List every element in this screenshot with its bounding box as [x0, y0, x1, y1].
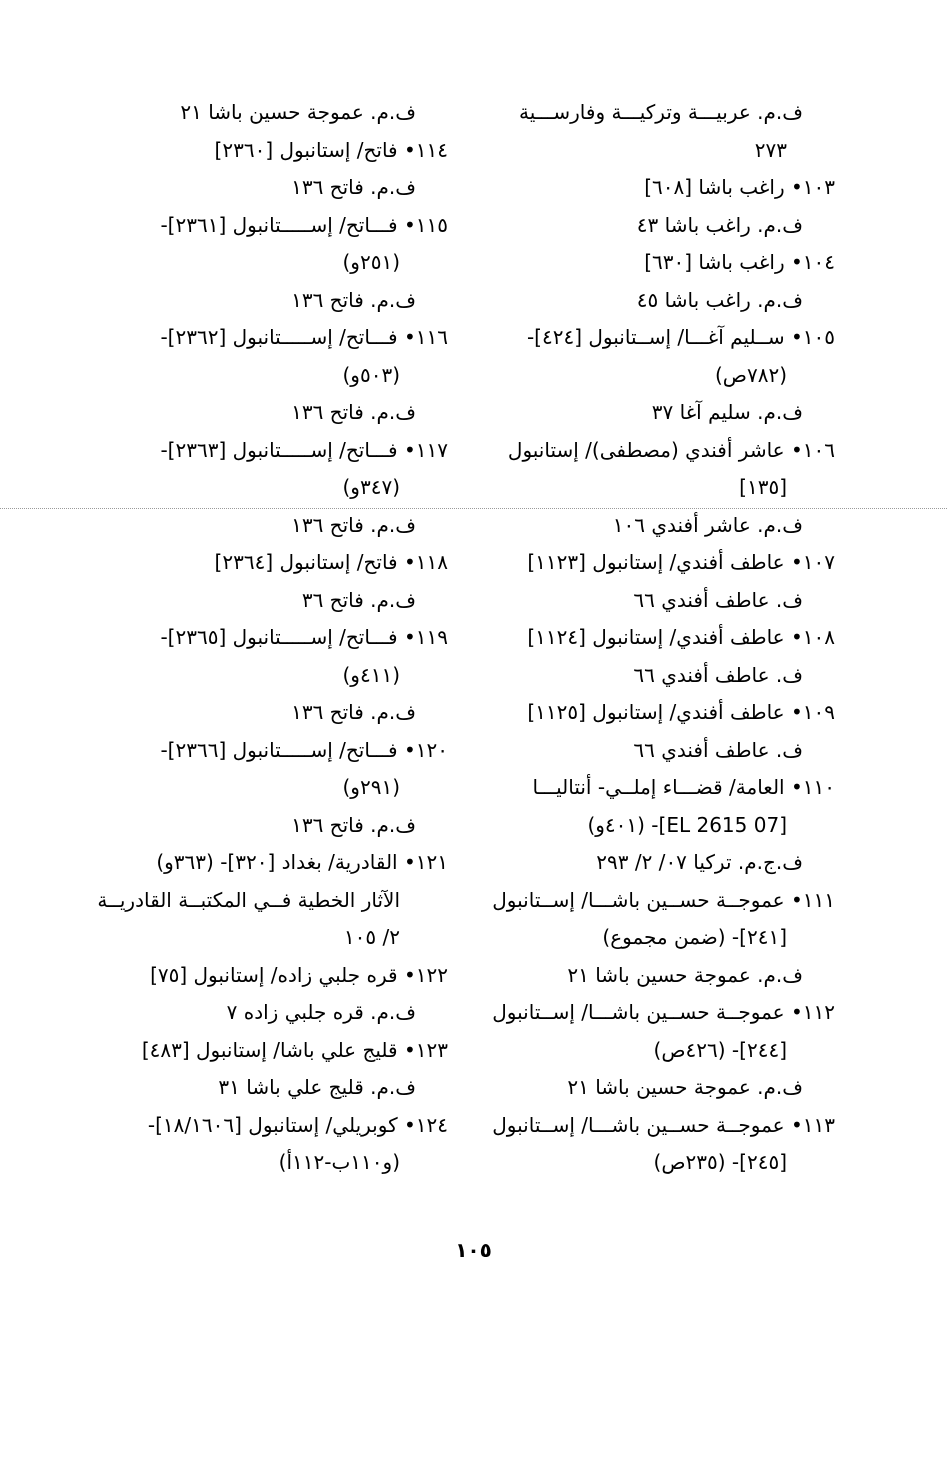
catalog-reference: ف.م. عموجة حسين باشا ٢١	[180, 100, 416, 124]
manuscript-entry: ١٢٤• كوبريلي/ إستانبول [١٨/١٦٠٦]-	[147, 1112, 448, 1137]
manuscript-entry: ١٠٧• عاطف أفندي/ إستانبول [١١٢٣]	[527, 550, 835, 574]
entry-continuation: [07 EL 2615]- (٤٠١و)	[587, 812, 787, 837]
catalog-reference: ف.م. فاتح ١٣٦	[291, 175, 416, 199]
catalog-reference: ف.ج.م. تركيا ٠٧/ ٢/ ٢٩٣	[596, 850, 803, 874]
manuscript-entry: ١٢١• القادرية/ بغداد [٣٢٠]- (٣٦٣و)	[156, 850, 448, 874]
manuscript-entry: ١٠٣• راغب باشا [٦٠٨]	[644, 175, 835, 199]
catalog-reference: ف.م. سليم آغا ٣٧	[651, 400, 803, 424]
manuscript-entry: ١٢٢• قره جلبي زاده/ إستانبول [٧٥]	[150, 962, 448, 987]
scan-fold-line	[0, 508, 947, 509]
manuscript-entry: ١١٠• العامة/ قضـــاء إملــي- أنتاليـــا	[532, 775, 835, 799]
manuscript-entry: ١١٥• فـــاتح/ إســـــتانبول [٢٣٦١]-	[160, 212, 448, 237]
page-number: ١٠٥	[455, 1238, 492, 1262]
manuscript-entry: ١٠٤• راغب باشا [٦٣٠]	[644, 250, 835, 274]
manuscript-entry: ١١١• عموجــة حســين باشـــا/ إســتانبول	[492, 887, 835, 912]
catalog-reference: ف.م. فاتح ١٣٦	[291, 512, 416, 537]
catalog-reference: ف. عاطف أفندي ٦٦	[633, 662, 803, 687]
manuscript-entry: ١٠٦• عاشر أفندي (مصطفى)/ إستانبول	[507, 437, 835, 462]
catalog-reference: ف.م. عاشر أفندي ١٠٦	[612, 512, 803, 537]
manuscript-entry: ١١٦• فـــاتح/ إســـــتانبول [٢٣٦٢]-	[160, 325, 448, 349]
manuscript-entry: ١١٣• عموجــة حســين باشـــا/ إســتانبول	[492, 1112, 835, 1137]
entry-continuation: (٢٩١و)	[342, 775, 400, 799]
left-column	[97, 94, 448, 1182]
entry-continuation: (٣٤٧و)	[342, 475, 400, 499]
catalog-reference: ف.م. راغب باشا ٤٣	[636, 212, 803, 237]
catalog-reference: ف.م. فاتح ١٣٦	[291, 400, 416, 424]
entry-continuation: [٢٤٤]- (٤٢٦ص)	[653, 1037, 787, 1062]
manuscript-entry: ١١٤• فاتح/ إستانبول [٢٣٦٠]	[214, 137, 448, 162]
right-column	[492, 94, 835, 1182]
catalog-reference: ف.م. قره جلبي زاده ٧	[226, 1000, 416, 1024]
catalog-reference: ف.م. فاتح ٣٦	[301, 587, 416, 612]
manuscript-entry: ١١٩• فـــاتح/ إســـــتانبول [٢٣٦٥]-	[160, 625, 448, 649]
manuscript-entry: ١١٨• فاتح/ إستانبول [٢٣٦٤]	[214, 550, 448, 574]
entry-continuation: (و١١٠ب-١١٢أ)	[278, 1150, 400, 1174]
catalog-reference: ف.م. قليج علي باشا ٣١	[218, 1075, 416, 1099]
catalog-reference: ف. عاطف أفندي ٦٦	[633, 737, 803, 762]
catalog-reference: ف.م. فاتح ١٣٦	[291, 812, 416, 837]
catalog-reference: ف.م. راغب باشا ٤٥	[636, 287, 803, 312]
catalog-reference: ف.م. فاتح ١٣٦	[291, 287, 416, 312]
manuscript-entry: ١٠٩• عاطف أفندي/ إستانبول [١١٢٥]	[527, 700, 835, 724]
catalog-reference: ف.م. فاتح ١٣٦	[291, 700, 416, 724]
catalog-reference: ف.م. عربيـــة وتركيـــة وفارســـية	[519, 100, 803, 124]
manuscript-entry: ١٢٣• قليج علي باشا/ إستانبول [٤٨٣]	[141, 1037, 448, 1062]
entry-continuation: [٢٤١]- (ضمن مجموع)	[602, 925, 787, 949]
manuscript-entry: ١١٢• عموجــة حســين باشـــا/ إســتانبول	[492, 1000, 835, 1024]
catalog-reference: ف. عاطف أفندي ٦٦	[633, 587, 803, 612]
entry-continuation: [٢٤٥]- (٢٣٥ص)	[653, 1150, 787, 1174]
catalog-reference: ف.م. عموجة حسين باشا ٢١	[567, 1075, 803, 1099]
entry-continuation: (٧٨٢ص)	[714, 362, 787, 387]
entry-continuation: [١٣٥]	[739, 475, 787, 499]
manuscript-entry: ١١٧• فـــاتح/ إســـــتانبول [٢٣٦٣]-	[160, 437, 448, 462]
manuscript-entry: ١٢٠• فـــاتح/ إســـــتانبول [٢٣٦٦]-	[160, 737, 448, 762]
entry-continuation: ٢/ ١٠٥	[343, 925, 400, 949]
manuscript-entry: ١٠٨• عاطف أفندي/ إستانبول [١١٢٤]	[527, 625, 835, 649]
entry-continuation: (٤١١و)	[342, 662, 400, 687]
entry-continuation: ٢٧٣	[754, 137, 787, 162]
entry-continuation: (٢٥١و)	[342, 250, 400, 274]
manuscript-entry: ١٠٥• ســليم آغـــا/ إســتانبول [٤٢٤]-	[526, 325, 835, 349]
catalog-reference: ف.م. عموجة حسين باشا ٢١	[567, 962, 803, 987]
entry-continuation: الآثار الخطية فــي المكتبــة القادريــة	[97, 887, 400, 912]
entry-continuation: (٥٠٣و)	[342, 362, 400, 387]
